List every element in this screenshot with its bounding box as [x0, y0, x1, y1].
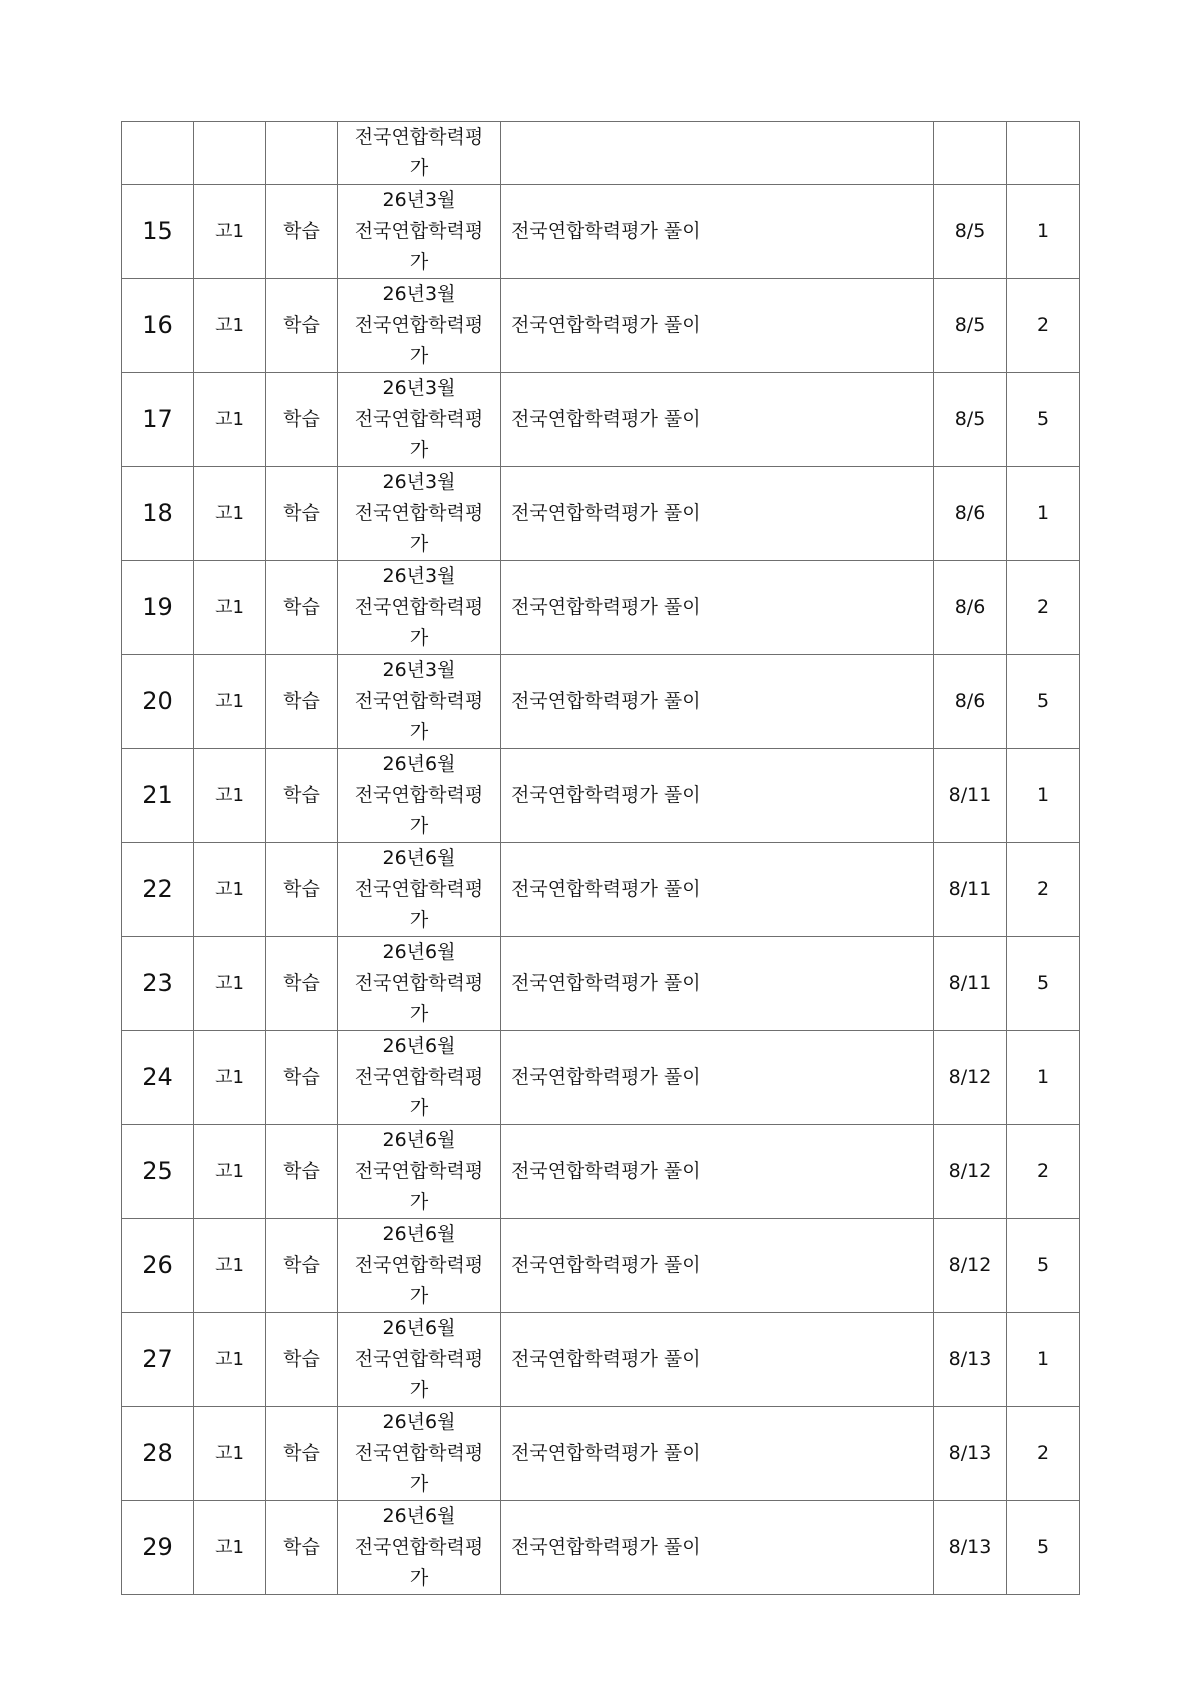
cell-type: 학습	[266, 1407, 338, 1501]
cell-exam	[338, 937, 501, 1031]
exam-line: 가	[409, 1191, 429, 1213]
cell-desc: 전국연합학력평가 풀이	[501, 467, 934, 561]
cell-no: 19	[122, 561, 194, 655]
cell-no: 17	[122, 373, 194, 467]
cell-desc: 전국연합학력평가 풀이	[501, 655, 934, 749]
cell-desc: 전국연합학력평가 풀이	[501, 1125, 934, 1219]
cell-period: 2	[1007, 279, 1080, 373]
cell-grade: 고1	[194, 1501, 266, 1595]
exam-line: 전국연합학력평	[354, 972, 484, 994]
cell-date: 8/13	[934, 1313, 1007, 1407]
cell-desc: 전국연합학력평가 풀이	[501, 373, 934, 467]
cell-type: 학습	[266, 843, 338, 937]
cell-grade: 고1	[194, 467, 266, 561]
cell-period: 1	[1007, 1313, 1080, 1407]
cell-no: 28	[122, 1407, 194, 1501]
cell-date: 8/12	[934, 1219, 1007, 1313]
exam-line: 26년3월	[382, 283, 456, 305]
exam-line: 가	[409, 1285, 429, 1307]
cell-exam	[338, 1407, 501, 1501]
cell-desc: 전국연합학력평가 풀이	[501, 1501, 934, 1595]
exam-line: 전국연합학력평	[354, 596, 484, 618]
cell-exam	[338, 279, 501, 373]
table-row	[122, 655, 1080, 749]
table-row	[122, 843, 1080, 937]
cell-type: 학습	[266, 467, 338, 561]
cell-no: 21	[122, 749, 194, 843]
exam-line: 26년6월	[382, 1317, 456, 1339]
table-row	[122, 749, 1080, 843]
cell-exam	[338, 185, 501, 279]
exam-line: 가	[409, 909, 429, 931]
exam-line: 가	[409, 1567, 429, 1589]
cell-period: 5	[1007, 1501, 1080, 1595]
cell-type: 학습	[266, 373, 338, 467]
exam-line: 26년6월	[382, 1411, 456, 1433]
cell-exam	[338, 749, 501, 843]
cell-exam	[338, 1219, 501, 1313]
cell-no: 20	[122, 655, 194, 749]
exam-line: 26년3월	[382, 659, 456, 681]
exam-line: 가	[409, 1379, 429, 1401]
exam-line: 26년6월	[382, 1223, 456, 1245]
exam-line: 전국연합학력평	[354, 1536, 484, 1558]
exam-line: 전국연합학력평	[354, 1254, 484, 1276]
cell-no	[122, 122, 194, 185]
cell-type: 학습	[266, 749, 338, 843]
exam-line: 26년6월	[382, 847, 456, 869]
cell-desc	[501, 122, 934, 185]
cell-desc: 전국연합학력평가 풀이	[501, 749, 934, 843]
exam-line: 전국연합학력평	[354, 126, 484, 148]
table-row	[122, 1407, 1080, 1501]
cell-type: 학습	[266, 1125, 338, 1219]
cell-date: 8/13	[934, 1407, 1007, 1501]
exam-line: 전국연합학력평	[354, 1066, 484, 1088]
cell-grade: 고1	[194, 1219, 266, 1313]
cell-period: 5	[1007, 655, 1080, 749]
cell-no: 22	[122, 843, 194, 937]
cell-exam	[338, 122, 501, 185]
cell-desc: 전국연합학력평가 풀이	[501, 561, 934, 655]
exam-line: 가	[409, 815, 429, 837]
cell-no: 29	[122, 1501, 194, 1595]
exam-line: 가	[409, 1473, 429, 1495]
exam-line: 전국연합학력평	[354, 1160, 484, 1182]
table-row	[122, 1219, 1080, 1313]
cell-desc: 전국연합학력평가 풀이	[501, 843, 934, 937]
table-row	[122, 1031, 1080, 1125]
cell-desc: 전국연합학력평가 풀이	[501, 1407, 934, 1501]
cell-period: 2	[1007, 561, 1080, 655]
exam-line: 가	[409, 157, 429, 179]
cell-grade: 고1	[194, 655, 266, 749]
cell-grade: 고1	[194, 279, 266, 373]
cell-date: 8/6	[934, 655, 1007, 749]
cell-exam	[338, 1125, 501, 1219]
cell-period: 1	[1007, 467, 1080, 561]
exam-line: 26년3월	[382, 377, 456, 399]
cell-period: 2	[1007, 1125, 1080, 1219]
cell-date: 8/5	[934, 185, 1007, 279]
cell-grade: 고1	[194, 1031, 266, 1125]
cell-grade: 고1	[194, 373, 266, 467]
cell-date	[934, 122, 1007, 185]
cell-date: 8/5	[934, 373, 1007, 467]
table-row	[122, 279, 1080, 373]
cell-grade: 고1	[194, 561, 266, 655]
cell-type	[266, 122, 338, 185]
cell-no: 18	[122, 467, 194, 561]
cell-date: 8/12	[934, 1031, 1007, 1125]
cell-type: 학습	[266, 279, 338, 373]
cell-no: 26	[122, 1219, 194, 1313]
exam-line: 가	[409, 345, 429, 367]
cell-desc: 전국연합학력평가 풀이	[501, 937, 934, 1031]
exam-line: 가	[409, 251, 429, 273]
cell-grade: 고1	[194, 1407, 266, 1501]
table-row	[122, 1501, 1080, 1595]
exam-line: 전국연합학력평	[354, 784, 484, 806]
cell-date: 8/6	[934, 467, 1007, 561]
cell-grade: 고1	[194, 843, 266, 937]
cell-date: 8/12	[934, 1125, 1007, 1219]
cell-period: 2	[1007, 843, 1080, 937]
exam-line: 가	[409, 627, 429, 649]
cell-date: 8/11	[934, 843, 1007, 937]
exam-line: 26년3월	[382, 189, 456, 211]
cell-period: 5	[1007, 1219, 1080, 1313]
table-row	[122, 185, 1080, 279]
cell-period: 5	[1007, 373, 1080, 467]
exam-line: 가	[409, 439, 429, 461]
cell-type: 학습	[266, 1501, 338, 1595]
exam-line: 26년6월	[382, 1129, 456, 1151]
cell-type: 학습	[266, 1031, 338, 1125]
table-row	[122, 1313, 1080, 1407]
cell-exam	[338, 1031, 501, 1125]
exam-line: 전국연합학력평	[354, 1442, 484, 1464]
cell-date: 8/6	[934, 561, 1007, 655]
cell-grade: 고1	[194, 1125, 266, 1219]
exam-line: 26년6월	[382, 1505, 456, 1527]
exam-line: 가	[409, 533, 429, 555]
cell-period: 2	[1007, 1407, 1080, 1501]
cell-exam	[338, 1501, 501, 1595]
cell-grade	[194, 122, 266, 185]
cell-type: 학습	[266, 1313, 338, 1407]
exam-line: 26년6월	[382, 1035, 456, 1057]
cell-grade: 고1	[194, 1313, 266, 1407]
cell-desc: 전국연합학력평가 풀이	[501, 1031, 934, 1125]
cell-date: 8/13	[934, 1501, 1007, 1595]
exam-line: 26년3월	[382, 471, 456, 493]
cell-no: 15	[122, 185, 194, 279]
exam-line: 가	[409, 1097, 429, 1119]
cell-desc: 전국연합학력평가 풀이	[501, 1313, 934, 1407]
cell-exam	[338, 655, 501, 749]
cell-grade: 고1	[194, 185, 266, 279]
cell-no: 24	[122, 1031, 194, 1125]
cell-period: 5	[1007, 937, 1080, 1031]
cell-type: 학습	[266, 937, 338, 1031]
cell-no: 23	[122, 937, 194, 1031]
cell-exam	[338, 561, 501, 655]
cell-type: 학습	[266, 185, 338, 279]
table-row	[122, 561, 1080, 655]
cell-exam	[338, 467, 501, 561]
cell-period	[1007, 122, 1080, 185]
table-row	[122, 373, 1080, 467]
cell-desc: 전국연합학력평가 풀이	[501, 185, 934, 279]
table-row	[122, 937, 1080, 1031]
table-row	[122, 1125, 1080, 1219]
cell-type: 학습	[266, 655, 338, 749]
cell-type: 학습	[266, 1219, 338, 1313]
exam-line: 전국연합학력평	[354, 502, 484, 524]
exam-line: 26년3월	[382, 565, 456, 587]
exam-line: 가	[409, 1003, 429, 1025]
cell-exam	[338, 1313, 501, 1407]
cell-date: 8/11	[934, 937, 1007, 1031]
cell-no: 16	[122, 279, 194, 373]
cell-desc: 전국연합학력평가 풀이	[501, 279, 934, 373]
cell-grade: 고1	[194, 937, 266, 1031]
schedule-body	[122, 122, 1080, 1595]
cell-exam	[338, 373, 501, 467]
cell-no: 27	[122, 1313, 194, 1407]
exam-line: 전국연합학력평	[354, 690, 484, 712]
continuation-row	[122, 122, 1080, 185]
exam-line: 전국연합학력평	[354, 314, 484, 336]
cell-period: 1	[1007, 1031, 1080, 1125]
exam-line: 26년6월	[382, 753, 456, 775]
cell-date: 8/5	[934, 279, 1007, 373]
exam-line: 전국연합학력평	[354, 220, 484, 242]
table-row	[122, 467, 1080, 561]
exam-line: 가	[409, 721, 429, 743]
cell-period: 1	[1007, 749, 1080, 843]
exam-line: 전국연합학력평	[354, 408, 484, 430]
cell-period: 1	[1007, 185, 1080, 279]
cell-type: 학습	[266, 561, 338, 655]
cell-desc: 전국연합학력평가 풀이	[501, 1219, 934, 1313]
exam-line: 전국연합학력평	[354, 1348, 484, 1370]
cell-date: 8/11	[934, 749, 1007, 843]
cell-no: 25	[122, 1125, 194, 1219]
schedule-table	[121, 121, 1080, 1595]
exam-line: 전국연합학력평	[354, 878, 484, 900]
cell-exam	[338, 843, 501, 937]
cell-grade: 고1	[194, 749, 266, 843]
exam-line: 26년6월	[382, 941, 456, 963]
